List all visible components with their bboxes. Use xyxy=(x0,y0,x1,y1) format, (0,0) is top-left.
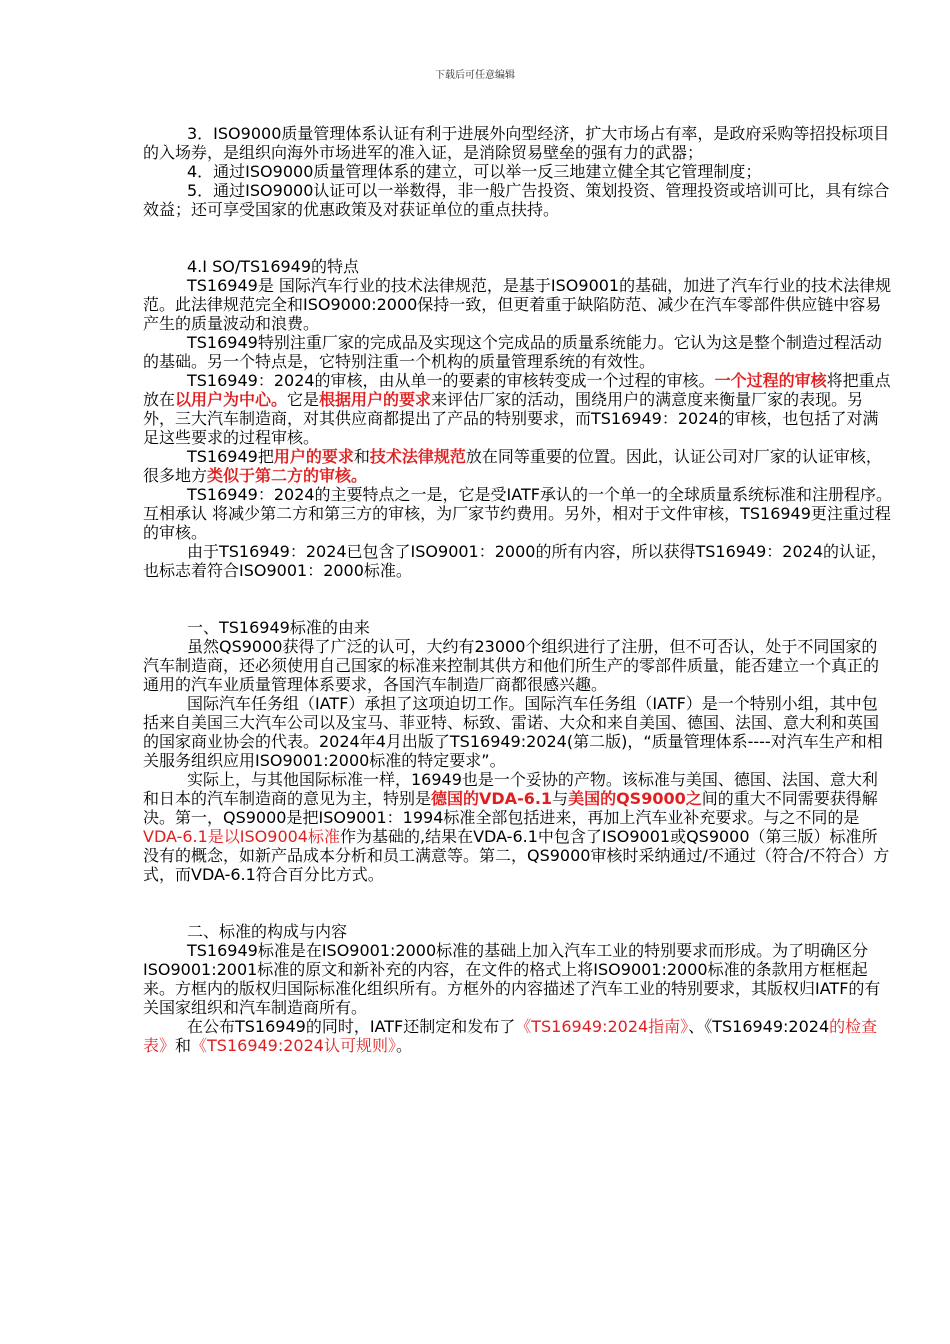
highlighted-text: 用户的要求 xyxy=(273,447,354,466)
text-run: 间的重大不同需要获得解决。第一，QS9000是把ISO9001：1994标准全部包括进来，再加上汽车业补充要求。与之不同的是 xyxy=(143,789,878,827)
text-run: 、 xyxy=(688,1017,705,1036)
text-run: 实际上，与其他国际标准一样，16949也是一个妥协的产物。该标准与美国、德国、法国、意大利和日本的汽车制造商的意见为主，特别是 xyxy=(143,770,878,808)
text-run: 3．ISO9000质量管理体系认证有利于进展外向型经济，扩大市场占有率，是政府采购等招投标项目的入场券，是组织向海外市场进军的准入证，是消除贸易壁垒的强有力的武器； xyxy=(143,124,890,162)
highlighted-text: 美国的QS9000之 xyxy=(568,789,702,808)
paragraph xyxy=(143,542,893,580)
paragraph xyxy=(143,485,893,542)
text-run: TS16949：2024的审核，由从单一的要素的审核转变成一个过程的审核。 xyxy=(187,371,715,390)
highlighted-text: 德国的VDA-6.1 xyxy=(431,789,553,808)
paragraph xyxy=(143,333,893,371)
highlighted-text: VDA-6.1是以ISO9004标准 xyxy=(143,827,340,846)
text-run: 虽然QS9000获得了广泛的认可，大约有23000个组织进行了注册，但不可否认，处于不同国家的汽车制造商，还必须使用自己国家的标准来控制其供方和他们所生产的零部件质量，能否建立一个真正的通用的汽车业质量管理体系要求，各国汽车制造厂商都很感兴趣。 xyxy=(143,637,880,694)
paragraph xyxy=(143,162,893,181)
paragraph xyxy=(143,694,893,770)
text-run: 和 xyxy=(353,447,370,466)
text-run: 5．通过ISO9000认证可以一举数得，非一般广告投资、策划投资、管理投资或培训可比，具有综合效益；还可享受国家的优惠政策及对获证单位的重点扶持。 xyxy=(143,181,890,219)
paragraph xyxy=(143,941,893,1017)
paragraph xyxy=(143,1017,893,1055)
text-run: 4．通过ISO9000质量管理体系的建立，可以举一反三地建立健全其它管理制度； xyxy=(187,162,762,181)
text-run: 放在同等重要的位置。因此，认证公司对厂家的认证审核，很多地方 xyxy=(143,447,882,485)
text-run: TS16949特别注重厂家的完成品及实现这个完成品的质量系统能力。它认为这是整个制造过程活动的基础。另一个特点是，它特别注重一个机构的质量管理系统的有效性。 xyxy=(143,333,882,371)
text-run: TS16949标准是在ISO9001:2000标准的基础上加入汽车工业的特别要求而形成。为了明确区分ISO9001:2001标准的原文和新补充的内容，在文件的格式上将ISO9001:2000标准的条款用方框框起来。方框内的版权归国际标准化组织所有。方框外的内容描述了汽车工业的特别要求，其版权归IATF的有关国家组织和汽车制造商所有。 xyxy=(143,941,881,1017)
text-run: 4.I SO/TS16949的特点 xyxy=(187,257,360,276)
text-run: TS16949把 xyxy=(187,447,274,466)
page-header: 下载后可任意编辑 xyxy=(435,70,515,81)
section-heading xyxy=(143,922,893,941)
text-run: 它是 xyxy=(287,390,320,409)
paragraph xyxy=(143,124,893,162)
paragraph xyxy=(143,371,893,447)
highlighted-text: 《TS16949:2024指南》 xyxy=(515,1017,689,1036)
paragraph xyxy=(143,276,893,333)
text-run: 来评估厂家的活动，围绕用户的满意度来衡量厂家的表现。另外，三大汽车制造商，对其供应商都提出了产品的特别要求，而TS16949：2024的审核，也包括了对满足这些要求的过程审核。 xyxy=(143,390,879,447)
section-heading xyxy=(143,618,893,637)
paragraph xyxy=(143,181,893,219)
text-run: 和 xyxy=(175,1036,192,1055)
highlighted-text: 以用户为中心。 xyxy=(175,390,288,409)
highlighted-text: 《TS16949:2024认可规则》 xyxy=(191,1036,396,1055)
paragraph xyxy=(143,447,893,485)
section-heading xyxy=(143,257,893,276)
highlighted-text: 一个过程的审核 xyxy=(714,371,827,390)
highlighted-text: 技术法律规范 xyxy=(369,447,466,466)
text-run: 将把重点放在 xyxy=(143,371,891,409)
text-run: TS16949：2024的主要特点之一是，它是受IATF承认的一个单一的全球质量系统标准和注册程序。互相承认 将减少第二方和第三方的审核，为厂家节约费用。另外，相对于文件审核，TS16949更注重过程的审核。 xyxy=(143,485,892,542)
text-run: 《TS16949:2024 xyxy=(704,1017,830,1036)
text-run: TS16949是 国际汽车行业的技术法律规范，是基于ISO9001的基础，加进了汽车行业的技术法律规范。此法律规范完全和ISO9000:2000保持一致，但更着重于缺陷防范、减少在汽车零部件供应链中容易产生的质量波动和浪费。 xyxy=(143,276,892,333)
highlighted-text: 类似于第二方的审核。 xyxy=(207,466,368,485)
text-run: 二、标准的构成与内容 xyxy=(187,922,348,941)
paragraph xyxy=(143,770,893,884)
highlighted-text: 的检查表》 xyxy=(143,1017,878,1055)
text-run: 作为基础的,结果在VDA-6.1中包含了ISO9001或QS9000（第三版）标准所没有的概念，如新产品成本分析和员工满意等。第二，QS9000审核时采纳通过/不通过（符合/不符合）方式，而VDA-6.1符合百分比方式。 xyxy=(143,827,890,884)
text-run: 。 xyxy=(395,1036,412,1055)
document-body xyxy=(143,124,893,1055)
text-run: 在公布TS16949的同时，IATF还制定和发布了 xyxy=(187,1017,516,1036)
text-run: 与 xyxy=(552,789,569,808)
highlighted-text: 根据用户的要求 xyxy=(319,390,432,409)
paragraph xyxy=(143,637,893,694)
text-run: 由于TS16949：2024已包含了ISO9001：2000的所有内容，所以获得TS16949：2024的认证，也标志着符合ISO9001：2000标准。 xyxy=(143,542,888,580)
text-run: 一、TS16949标准的由来 xyxy=(187,618,370,637)
text-run: 国际汽车任务组（IATF）承担了这项迫切工作。国际汽车任务组（IATF）是一个特别小组，其中包括来自美国三大汽车公司以及宝马、菲亚特、标致、雷诺、大众和来自美国、德国、法国、意大利和英国的国家商业协会的代表。2024年4月出版了TS16949:2024(第二版)，“质量管理体系----对汽车生产和相关服务组织应用ISO9001:2000标准的特定要求”。 xyxy=(143,694,883,770)
